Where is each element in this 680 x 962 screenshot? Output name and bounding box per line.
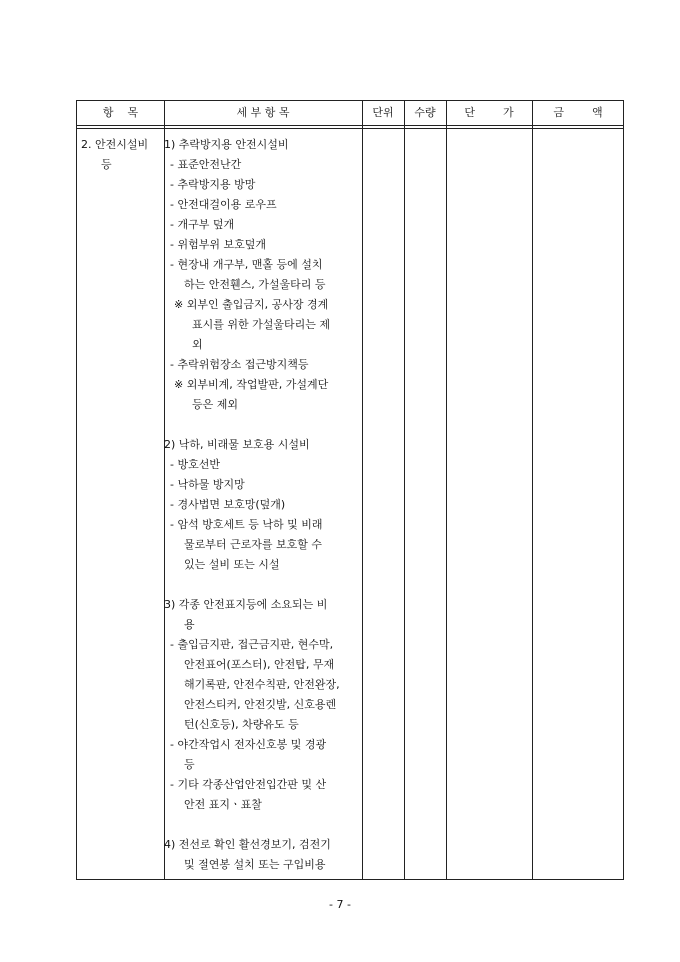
column-divider xyxy=(404,101,405,879)
detail-line: 하는 안전휀스, 가설울타리 등 xyxy=(184,278,326,291)
blank-line xyxy=(164,415,364,435)
detail-line: - 개구부 덮개 xyxy=(170,218,235,231)
detail-line: ※ 외부비계, 작업발판, 가설계단 xyxy=(174,378,329,391)
detail-line: 용 xyxy=(184,618,195,631)
detail-line: 및 절연봉 설치 또는 구입비용 xyxy=(184,858,326,871)
detail-line: 있는 설비 또는 시설 xyxy=(184,558,280,571)
header-rule-2 xyxy=(77,128,623,129)
detail-line: - 암석 방호세트 등 낙하 및 비래 xyxy=(170,518,323,531)
header-detail: 세 부 항 목 xyxy=(236,106,290,119)
detail-line: - 추락방지용 방망 xyxy=(170,178,256,191)
header-rule-1 xyxy=(77,125,623,126)
detail-line: 등은 제외 xyxy=(192,398,239,411)
detail-line: - 출입금지판, 접근금지판, 현수막, xyxy=(170,638,334,651)
category-line: 등 xyxy=(101,158,112,171)
detail-line: - 추락위험장소 접근방지책등 xyxy=(170,358,309,371)
header-quantity: 수량 xyxy=(414,106,436,119)
detail-line: - 기타 각종산업안전입간판 및 산 xyxy=(170,778,327,791)
detail-line: - 야간작업시 전자신호봉 및 경광 xyxy=(170,738,327,751)
header-item: 항 목 xyxy=(102,106,139,119)
detail-line: ※ 외부인 출입금지, 공사장 경계 xyxy=(174,298,329,311)
detail-line: 1) 추락방지용 안전시설비 xyxy=(164,138,289,151)
detail-line: 4) 전선로 확인 활선경보기, 검전기 xyxy=(164,838,331,851)
header-amount: 금 액 xyxy=(553,106,603,119)
detail-line: 등 xyxy=(184,758,195,771)
detail-line: 안전표어(포스터), 안전탑, 무재 xyxy=(184,658,335,671)
category-line: 2. 안전시설비 xyxy=(81,138,149,151)
detail-line: 2) 낙하, 비래물 보호용 시설비 xyxy=(164,438,310,451)
cost-table xyxy=(76,100,624,880)
header-unit: 단위 xyxy=(372,106,394,119)
detail-line: - 현장내 개구부, 맨홀 등에 설치 xyxy=(170,258,323,271)
detail-line: - 경사법면 보호망(덮개) xyxy=(170,498,286,511)
column-divider xyxy=(446,101,447,879)
detail-line: - 낙하물 방지망 xyxy=(170,478,245,491)
detail-line: - 위험부위 보호덮개 xyxy=(170,238,266,251)
detail-line: 3) 각종 안전표지등에 소요되는 비 xyxy=(164,598,328,611)
blank-line xyxy=(164,575,364,595)
page-number: - 7 - xyxy=(329,898,351,911)
detail-line: - 안전대걸이용 로우프 xyxy=(170,198,277,211)
detail-cell xyxy=(164,135,364,875)
detail-line: 턴(신호등), 차량유도 등 xyxy=(184,718,299,731)
detail-line: - 표준안전난간 xyxy=(170,158,242,171)
detail-line: 해기록판, 안전수칙판, 안전완장, xyxy=(184,678,340,691)
blank-line xyxy=(164,815,364,835)
detail-line: 표시를 위한 가설울타리는 제 xyxy=(192,318,331,331)
category-cell xyxy=(81,135,165,175)
detail-line: 안전스티커, 안전깃발, 신호용렌 xyxy=(184,698,337,711)
detail-line: 외 xyxy=(192,338,203,351)
header-unit-price: 단 가 xyxy=(464,106,514,119)
detail-line: 안전 표지ㆍ표찰 xyxy=(184,798,262,811)
detail-line: 물로부터 근로자를 보호할 수 xyxy=(184,538,323,551)
column-divider xyxy=(532,101,533,879)
detail-line: - 방호선반 xyxy=(170,458,220,471)
